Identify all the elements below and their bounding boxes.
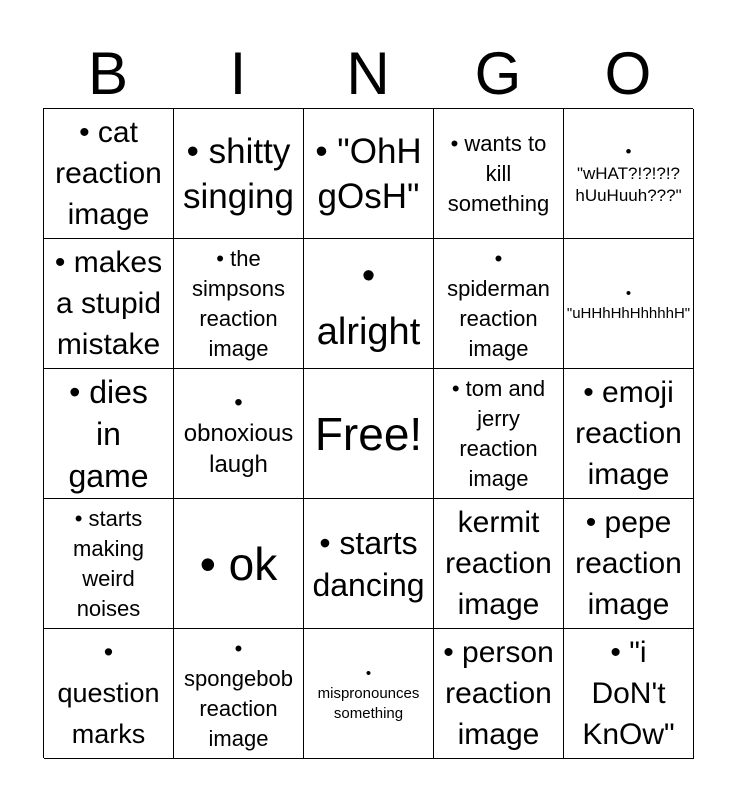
bingo-cell[interactable] — [174, 629, 304, 759]
cell-text: • tom and jerry reaction image — [451, 375, 546, 491]
bingo-cell[interactable] — [434, 629, 564, 759]
bingo-cell[interactable] — [44, 239, 174, 369]
bingo-cell[interactable] — [434, 499, 564, 629]
bingo-cell[interactable] — [44, 499, 174, 629]
cell-text: • spongebob reaction image — [184, 635, 293, 751]
bingo-cell free-space[interactable] — [304, 369, 434, 499]
header-letter-n: N — [346, 40, 390, 107]
cell-text: • dies in game — [68, 373, 149, 494]
cell-text: • the simpsons reaction image — [192, 245, 285, 361]
header-letter-o: O — [604, 40, 652, 107]
cell-text: • mispronounces something — [317, 664, 420, 722]
bingo-cell[interactable] — [304, 239, 434, 369]
bingo-cell[interactable] — [564, 369, 694, 499]
bingo-cell[interactable] — [44, 629, 174, 759]
bingo-cell[interactable] — [434, 239, 564, 369]
bingo-cell[interactable] — [564, 109, 694, 239]
cell-text: • person reaction image — [443, 636, 554, 751]
bingo-cell[interactable] — [434, 369, 564, 499]
cell-text: • "OhH gOsH" — [315, 131, 422, 216]
cell-text: Free! — [314, 407, 423, 460]
cell-text: • pepe reaction image — [575, 506, 682, 621]
bingo-cell[interactable] — [564, 239, 694, 369]
bingo-cell[interactable] — [44, 109, 174, 239]
cell-text: • question marks — [57, 637, 160, 749]
header-letter-g: G — [474, 40, 522, 107]
bingo-cell[interactable] — [304, 629, 434, 759]
bingo-cell[interactable] — [304, 499, 434, 629]
bingo-cell[interactable] — [564, 629, 694, 759]
cell-text: • ok — [199, 537, 278, 590]
bingo-cell[interactable] — [44, 369, 174, 499]
cell-text: kermit reaction image — [445, 506, 552, 621]
cell-text: • cat reaction image — [55, 116, 162, 231]
cell-text: • makes a stupid mistake — [54, 246, 163, 361]
cell-text: • obnoxious laugh — [183, 389, 294, 478]
cell-text: • emoji reaction image — [575, 376, 682, 491]
header-letter-i: I — [229, 40, 247, 107]
bingo-header — [43, 40, 693, 108]
cell-text: • wants to kill something — [447, 130, 550, 216]
bingo-grid — [43, 108, 693, 758]
cell-text: • "wHAT?!?!?!? hUuHuuh???" — [575, 141, 682, 205]
cell-text: • spiderman reaction image — [447, 245, 550, 361]
bingo-cell[interactable] — [564, 499, 694, 629]
cell-text: • starts dancing — [312, 524, 425, 603]
bingo-cell[interactable] — [174, 239, 304, 369]
cell-text: • shitty singing — [183, 131, 294, 216]
bingo-cell[interactable] — [434, 109, 564, 239]
bingo-cell[interactable] — [174, 369, 304, 499]
cell-text: • "i DoN't KnOw" — [582, 636, 675, 751]
cell-text: • "uHHhHhHhhhhH" — [566, 284, 691, 322]
cell-text: • starts making weird noises — [73, 505, 144, 621]
bingo-cell[interactable] — [304, 109, 434, 239]
cell-text: • alright — [316, 254, 421, 353]
bingo-cell[interactable] — [174, 109, 304, 239]
bingo-cell[interactable] — [174, 499, 304, 629]
header-letter-b: B — [87, 40, 129, 107]
